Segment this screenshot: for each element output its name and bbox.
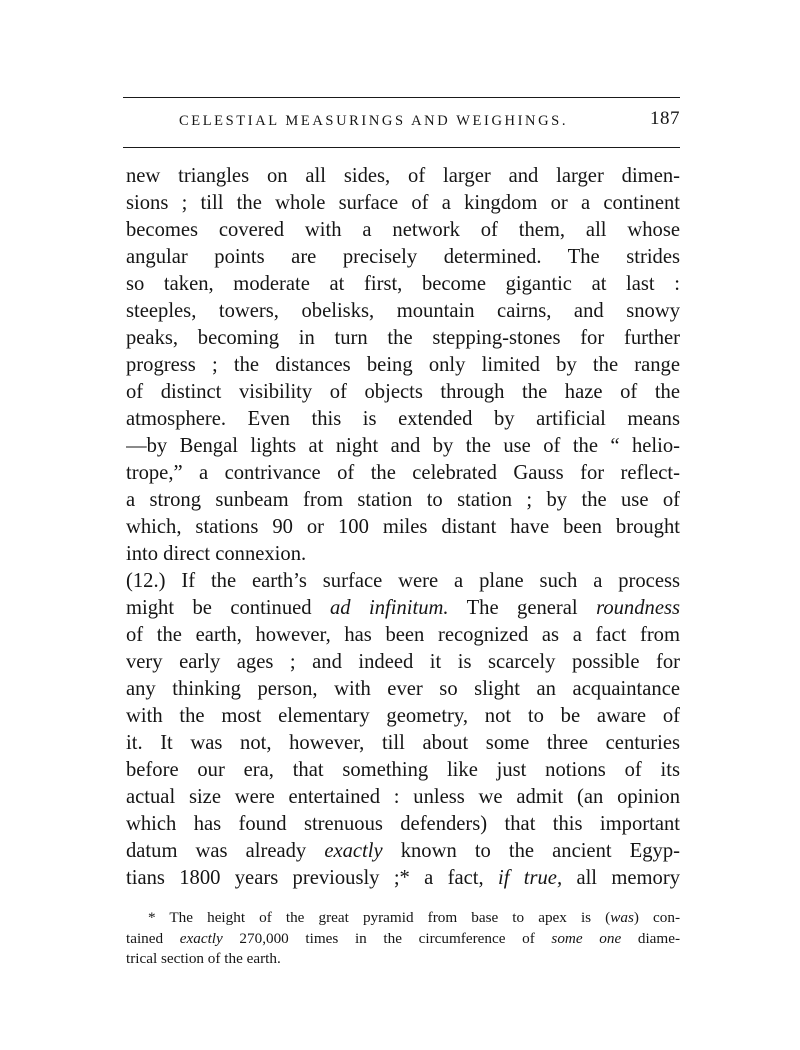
running-title: CELESTIAL MEASURINGS AND WEIGHINGS.: [179, 113, 569, 129]
text-run: might be continued: [126, 597, 330, 619]
italic-phrase: if true,: [498, 867, 563, 889]
italic-phrase: exactly: [179, 929, 223, 947]
text-line: which, stations 90 or 100 miles distant have been brought: [126, 516, 680, 538]
paragraph-12-line: with the most elementary geometry, not to be aware of: [126, 705, 680, 727]
text-line: angular points are precisely determined. The strides: [126, 246, 680, 268]
text-run: 270,000 times in the circumference of: [222, 929, 552, 947]
paragraph-12-line: [126, 865, 680, 892]
text-run: datum was already: [126, 840, 325, 862]
text-line: so taken, moderate at first, become gigantic at last :: [126, 273, 680, 295]
paragraph-12-line: very early ages ; and indeed it is scarcely possible for: [126, 651, 680, 673]
paragraph-12-line: of the earth, however, has been recognized as a fact from: [126, 624, 680, 646]
footnote-line: trical section of the earth.: [126, 950, 281, 967]
paragraph-12-line: any thinking person, with ever so slight an acquaintance: [126, 678, 680, 700]
text-run: known to the ancient Egyp-: [382, 840, 680, 862]
text-line: trope,” a contrivance of the celebrated Gauss for reflect-: [126, 462, 680, 484]
paragraph-12-line: it. It was not, however, till about some three centuries: [126, 732, 680, 754]
italic-phrase: was: [610, 909, 634, 926]
text-line: of distinct visibility of objects through the haze of the: [126, 381, 680, 403]
footnote-line: [126, 929, 680, 950]
page-number: 187: [650, 108, 680, 129]
header-bottom-rule: [123, 147, 680, 148]
text-run: * The height of the great pyramid from base to apex is (: [148, 909, 611, 926]
text-line: a strong sunbeam from station to station ; by the use of: [126, 489, 680, 511]
italic-phrase: roundness: [596, 597, 680, 619]
header-top-rule: [123, 97, 680, 98]
text-run: all memory: [562, 867, 680, 889]
italic-phrase: some one: [551, 929, 622, 947]
text-run: ) con-: [633, 909, 680, 926]
paragraph-12-line: which has found strenuous defenders) that this important: [126, 813, 680, 835]
paragraph-12-line: actual size were entertained : unless we admit (an opinion: [126, 786, 680, 808]
text-line: new triangles on all sides, of larger and larger dimen-: [126, 165, 680, 187]
text-line: peaks, becoming in turn the stepping-stones for further: [126, 327, 680, 349]
text-line: progress ; the distances being only limited by the range: [126, 354, 680, 376]
footnote-line: [126, 908, 680, 929]
text-run: tained: [126, 929, 180, 947]
text-line: —by Bengal lights at night and by the use of the “ helio-: [126, 435, 680, 457]
text-line: into direct connexion.: [126, 543, 307, 565]
text-run: diame-: [621, 929, 680, 947]
text-run: The general: [448, 597, 597, 619]
paragraph-12-line: [126, 595, 680, 622]
paragraph-12-line: (12.) If the earth’s surface were a plane such a process: [126, 570, 680, 592]
text-line: atmosphere. Even this is extended by artificial means: [126, 408, 680, 430]
italic-phrase: exactly: [324, 840, 383, 862]
text-line: sions ; till the whole surface of a kingdom or a continent: [126, 192, 680, 214]
text-line: becomes covered with a network of them, all whose: [126, 219, 680, 241]
body-text: [126, 163, 680, 892]
running-head: [123, 108, 680, 134]
italic-phrase: ad infinitum.: [330, 597, 449, 619]
text-line: steeples, towers, obelisks, mountain cairns, and snowy: [126, 300, 680, 322]
text-run: tians 1800 years previously ;* a fact,: [126, 867, 498, 889]
paragraph-12-line: [126, 838, 680, 865]
footnote: [126, 908, 680, 970]
paragraph-12-line: before our era, that something like just notions of its: [126, 759, 680, 781]
